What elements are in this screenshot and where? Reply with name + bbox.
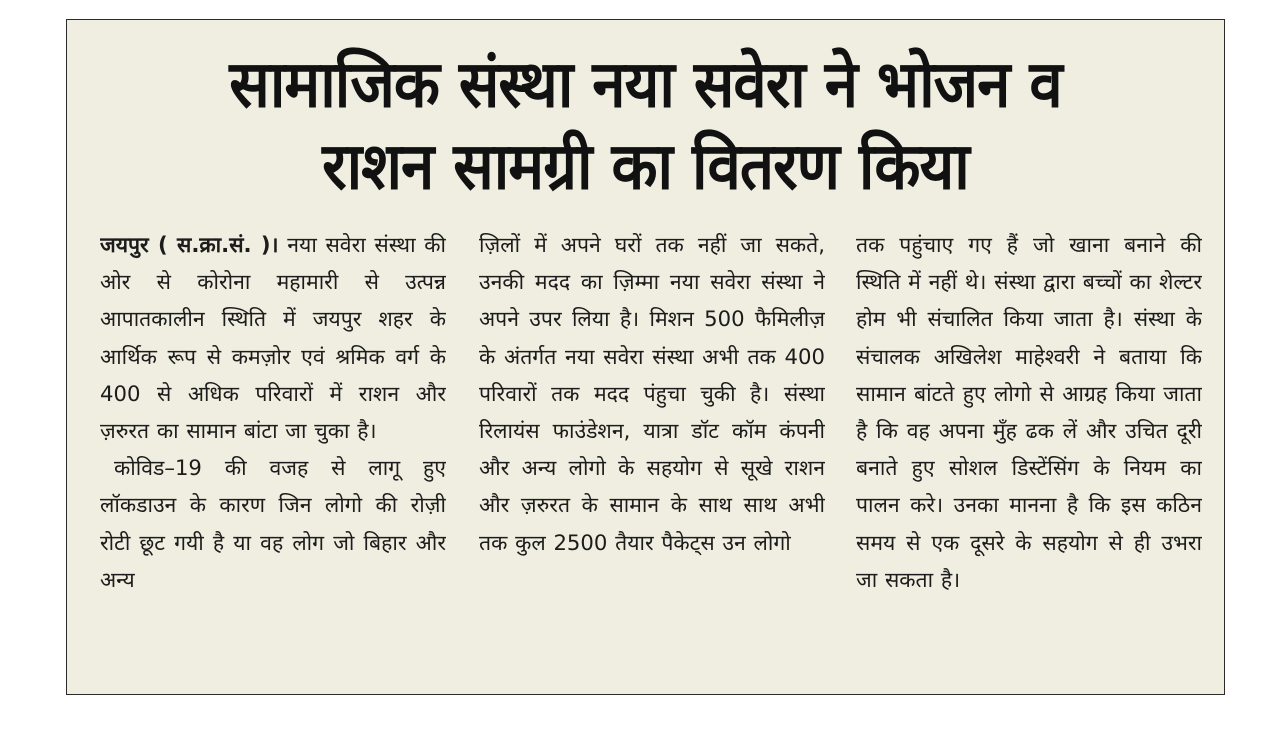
article-column-3 (856, 226, 1202, 681)
article-column-2 (479, 226, 825, 681)
dateline: जयपुर ( स.क्रा.सं. )। (100, 232, 279, 257)
newspaper-clipping (66, 19, 1225, 695)
paragraph-1: नया सवेरा संस्था की ओर से कोरोना महामारी से उत्पन्न आपातकालीन स्थिति में जयपुर शहर के आर्थिक रूप से कमज़ोर एवं श्रमिक वर्ग के 400 से अधिक परिवारों में राशन और ज़रुरत का सामान बांटा जा चुका है। (100, 232, 446, 444)
paragraph-2: कोविड–19 की वजह से लागू हुए लॉकडाउन के कारण जिन लोगो की रोज़ी रोटी छूट गयी है या वह लोग जो बिहार और अन्य (100, 455, 446, 592)
headline-line-2: राशन सामग्री का वितरण किया (322, 129, 969, 205)
article-column-1 (100, 226, 446, 681)
headline-line-1: सामाजिक संस्था नया सवेरा ने भोजन व (229, 47, 1062, 123)
headline (67, 46, 1224, 206)
column-3-text: तक पहुंचाए गए हैं जो खाना बनाने की स्थिति में नहीं थे। संस्था द्वारा बच्चों का शेल्टर होम भी संचालित किया जाता है। संस्था के संचालक अखिलेश माहेश्वरी ने बताया कि सामान बांटते हुए लोगो से आग्रह किया जाता है कि वह अपना मुँह ढक लें और उचित दूरी बनाते हुए सोशल डिस्टेंसिंग के नियम का पालन करे। उनका मानना है कि इस कठिन समय से एक दूसरे के सहयोग से ही उभरा जा सकता है। (856, 232, 1202, 592)
column-2-text: ज़िलों में अपने घरों तक नहीं जा सकते, उनकी मदद का ज़िम्मा नया सवेरा संस्था ने अपने उपर लिया है। मिशन 500 फैमिलीज़ के अंतर्गत नया सवेरा संस्था अभी तक 400 परिवारों तक मदद पंहुचा चुकी है। संस्था रिलायंस फाउंडेशन, यात्रा डॉट कॉम कंपनी और अन्य लोगो के सहयोग से सूखे राशन और ज़रुरत के सामान के साथ साथ अभी तक कुल 2500 तैयार पैकेट्स उन लोगो (479, 232, 825, 555)
